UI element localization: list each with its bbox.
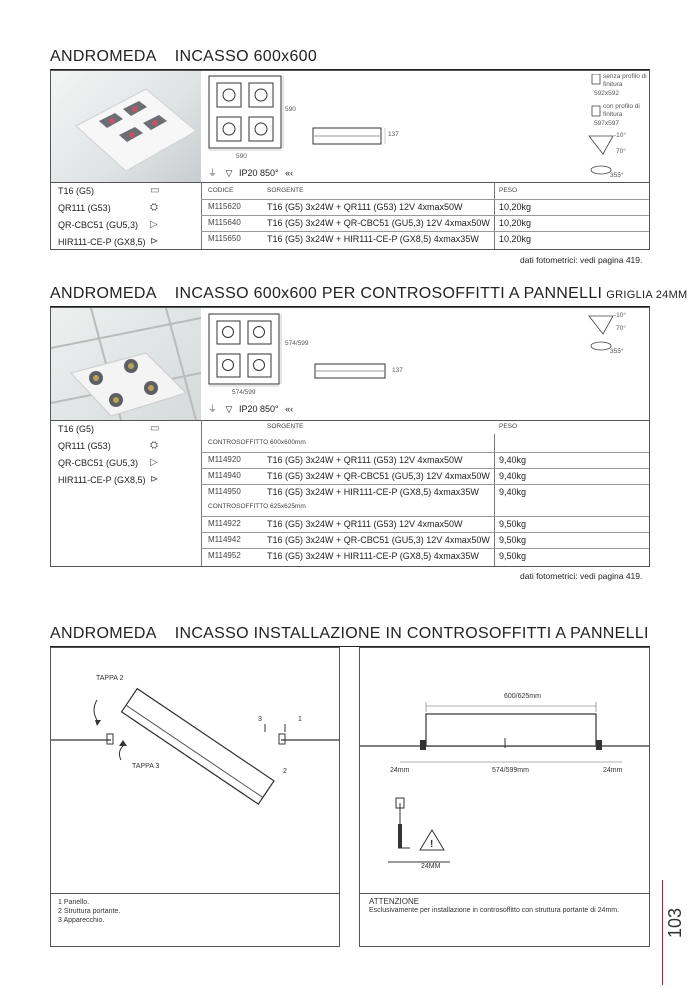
dim-24-right: 24mm [603,767,623,774]
section2-group2-header [201,500,494,516]
lamp-type-icon: ▭ [150,185,160,196]
product-weight: 9,40kg [499,455,527,465]
lamp-type-icon: ▭ [150,423,160,434]
product-code: M115620 [208,202,241,211]
section2-angle-70: 70° [616,325,626,332]
lamp-label: QR-CBC51 (GU5,3) [58,458,139,468]
product-source: T16 (G5) 3x24W + HIR111-CE-P (GX8,5) 4xmax35W [267,551,479,561]
product-weight: 10,20kg [499,202,532,212]
lamp-type-icon: ⛭ [150,202,158,213]
product-source: T16 (G5) 3x24W + QR111 (G53) 12V 4xmax50W [267,202,463,212]
product-source: T16 (G5) 3x24W + QR-CBC51 (GU5,3) 12V 4xmax50W [267,535,490,545]
section3-title [50,625,649,643]
section2-rating: IP20 850° [238,404,279,414]
profile-b-value: 597x597 [594,120,619,127]
product-weight: 9,40kg [499,471,527,481]
legend-item: 2 Struttura portante. [58,908,121,915]
product-code: M114952 [208,551,241,560]
warning-text: Esclusivamente per installazione in controsoffitto con struttura portante di 24mm. [369,907,620,914]
product-source: T16 (G5) 3x24W + HIR111-CE-P (GX8,5) 4xmax35W [267,487,479,497]
section2-angle-tilt: -10° [614,312,626,319]
product-source: T16 (G5) 3x24W + QR111 (G53) 12V 4xmax50W [267,455,463,465]
profile-b-label: con profilo di finitura [603,103,640,118]
section3-title-text: INCASSO INSTALLAZIONE IN CONTROSOFFITTI A PANNELLI [174,625,649,642]
step-tappa-3: TAPPA 3 [132,763,160,770]
product-source: T16 (G5) 3x24W + QR111 (G53) 12V 4xmax50W [267,519,463,529]
product-code: M114940 [208,471,241,480]
table-row [201,484,649,500]
section1-dim-depth: 137 [388,131,399,138]
section1-footnote: dati fotometrici: vedi pagina 419. [520,255,643,265]
group2-label: CONTROSOFFITTO 625x625mm [208,503,306,510]
section2-rating-row [208,402,293,415]
product-weight: 9,50kg [499,535,527,545]
lamp-label: QR111 (G53) [58,203,111,213]
section1-brand: ANDROMEDA [50,48,157,65]
table-row [201,215,649,231]
section2-product-photo [51,308,201,420]
table-row [201,516,649,532]
profile-a-value: 592x592 [594,90,619,97]
section2-group1-header [201,436,494,452]
section1-dim-height: 590 [285,106,296,113]
product-code: M114922 [208,519,241,528]
product-weight: 9,40kg [499,487,527,497]
callout-1: 1 [298,716,302,723]
certification-icon: ▽ [225,168,233,178]
section2-footnote: dati fotometrici: vedi pagina 419. [520,571,643,581]
product-code: M114942 [208,535,241,544]
table-row [201,548,649,564]
page-number: 103 [665,907,685,938]
lamp-label: T16 (G5) [58,424,95,434]
section2-brand: ANDROMEDA [50,285,157,302]
group1-label: CONTROSOFFITTO 600x600mm [208,439,306,446]
lamp-label: HIR111-CE-P (GX8,5) [58,475,146,485]
lamp-type-icon: ⊳ [150,236,159,247]
section2-title [50,285,688,303]
product-code: M114920 [208,455,241,464]
table-row [201,468,649,484]
product-source: T16 (G5) 3x24W + HIR111-CE-P (GX8,5) 4xmax35W [267,234,479,244]
section1-angle-70: 70° [616,148,626,155]
product-weight: 10,20kg [499,234,532,244]
table-row [201,452,649,468]
section2-angle-rot: 355° [610,348,624,355]
table-row [201,199,649,215]
lamp-label: HIR111-CE-P (GX8,5) [58,237,146,247]
dim-600-625: 600/625mm [504,693,541,700]
lamp-label: T16 (G5) [58,186,95,196]
certification-icon: ▽ [225,404,233,414]
lamp-type-icon: ▷ [150,457,158,468]
callout-3: 3 [258,716,262,723]
callout-2: 2 [283,768,287,775]
profile-a-label: senza profilo di finitura [603,73,647,88]
luminaire-photo-1 [51,71,201,182]
section2-subtitle: GRIGLIA 24MM [606,289,688,301]
table-row [201,532,649,548]
lamp-label: QR-CBC51 (GU5,3) [58,220,139,230]
header-weight: PESO [499,423,518,430]
warning-title: ATTENZIONE [369,897,420,906]
table-row [201,231,649,247]
step-tappa-2: TAPPA 2 [96,675,124,682]
lamp-type-icon: ⛭ [150,440,158,451]
product-source: T16 (G5) 3x24W + QR-CBC51 (GU5,3) 12V 4xmax50W [267,471,490,481]
product-weight: 9,50kg [499,551,527,561]
install-panel-right-divider [360,893,649,894]
section1-table-top [51,182,649,183]
section2-title-text: INCASSO 600x600 PER CONTROSOFFITTI A PANNELLI [174,285,603,302]
ground-icon: ⏚ [208,168,218,178]
product-weight: 10,20kg [499,218,532,228]
dim-24-grid: 24MM [421,863,441,870]
lamp-label: QR111 (G53) [58,441,111,451]
section2-table-header [201,420,649,436]
dim-24-left: 24mm [390,767,410,774]
product-code: M115640 [208,218,241,227]
section1-angle-tilt: -10° [614,132,626,139]
svg-text:!: ! [430,839,434,850]
section1-title-text: INCASSO 600x600 [174,48,318,65]
install-panel-left-divider [51,893,339,894]
header-weight: PESO [499,187,518,194]
section1-table-header [201,184,649,200]
section1-rating: IP20 850° [238,168,279,178]
legend-item: 1 Panello. [58,899,90,906]
header-source: SORGENTE [267,423,304,430]
page-edge-rule [662,880,663,985]
section1-angle-rot: 355° [610,172,624,179]
lamp-type-icon: ⊳ [150,474,159,485]
ground-icon: ⏚ [208,404,218,414]
product-code: M114950 [208,487,241,496]
header-source: SORGENTE [267,187,304,194]
product-code: M115650 [208,234,241,243]
class-icon: «‹ [285,404,294,414]
installation-steps-drawing [51,648,339,892]
product-weight: 9,50kg [499,519,527,529]
section1-rating-row [208,166,293,179]
product-source: T16 (G5) 3x24W + QR-CBC51 (GU5,3) 12V 4xmax50W [267,218,490,228]
section2-dim-height: 574/599 [285,340,309,347]
lamp-type-icon: ▷ [150,219,158,230]
section1-title [50,48,317,66]
legend-item: 3 Apparecchio. [58,917,105,924]
luminaire-photo-2 [51,308,201,420]
class-icon: «‹ [285,168,294,178]
section1-product-photo [51,71,201,182]
header-code: CODICE [208,187,234,194]
section3-brand: ANDROMEDA [50,625,157,642]
section2-technical-drawing [205,312,645,412]
section2-dim-width: 574/599 [232,389,256,396]
dim-574-599: 574/599mm [492,767,529,774]
section1-dim-width: 590 [236,153,247,160]
section2-dim-depth: 137 [392,367,403,374]
